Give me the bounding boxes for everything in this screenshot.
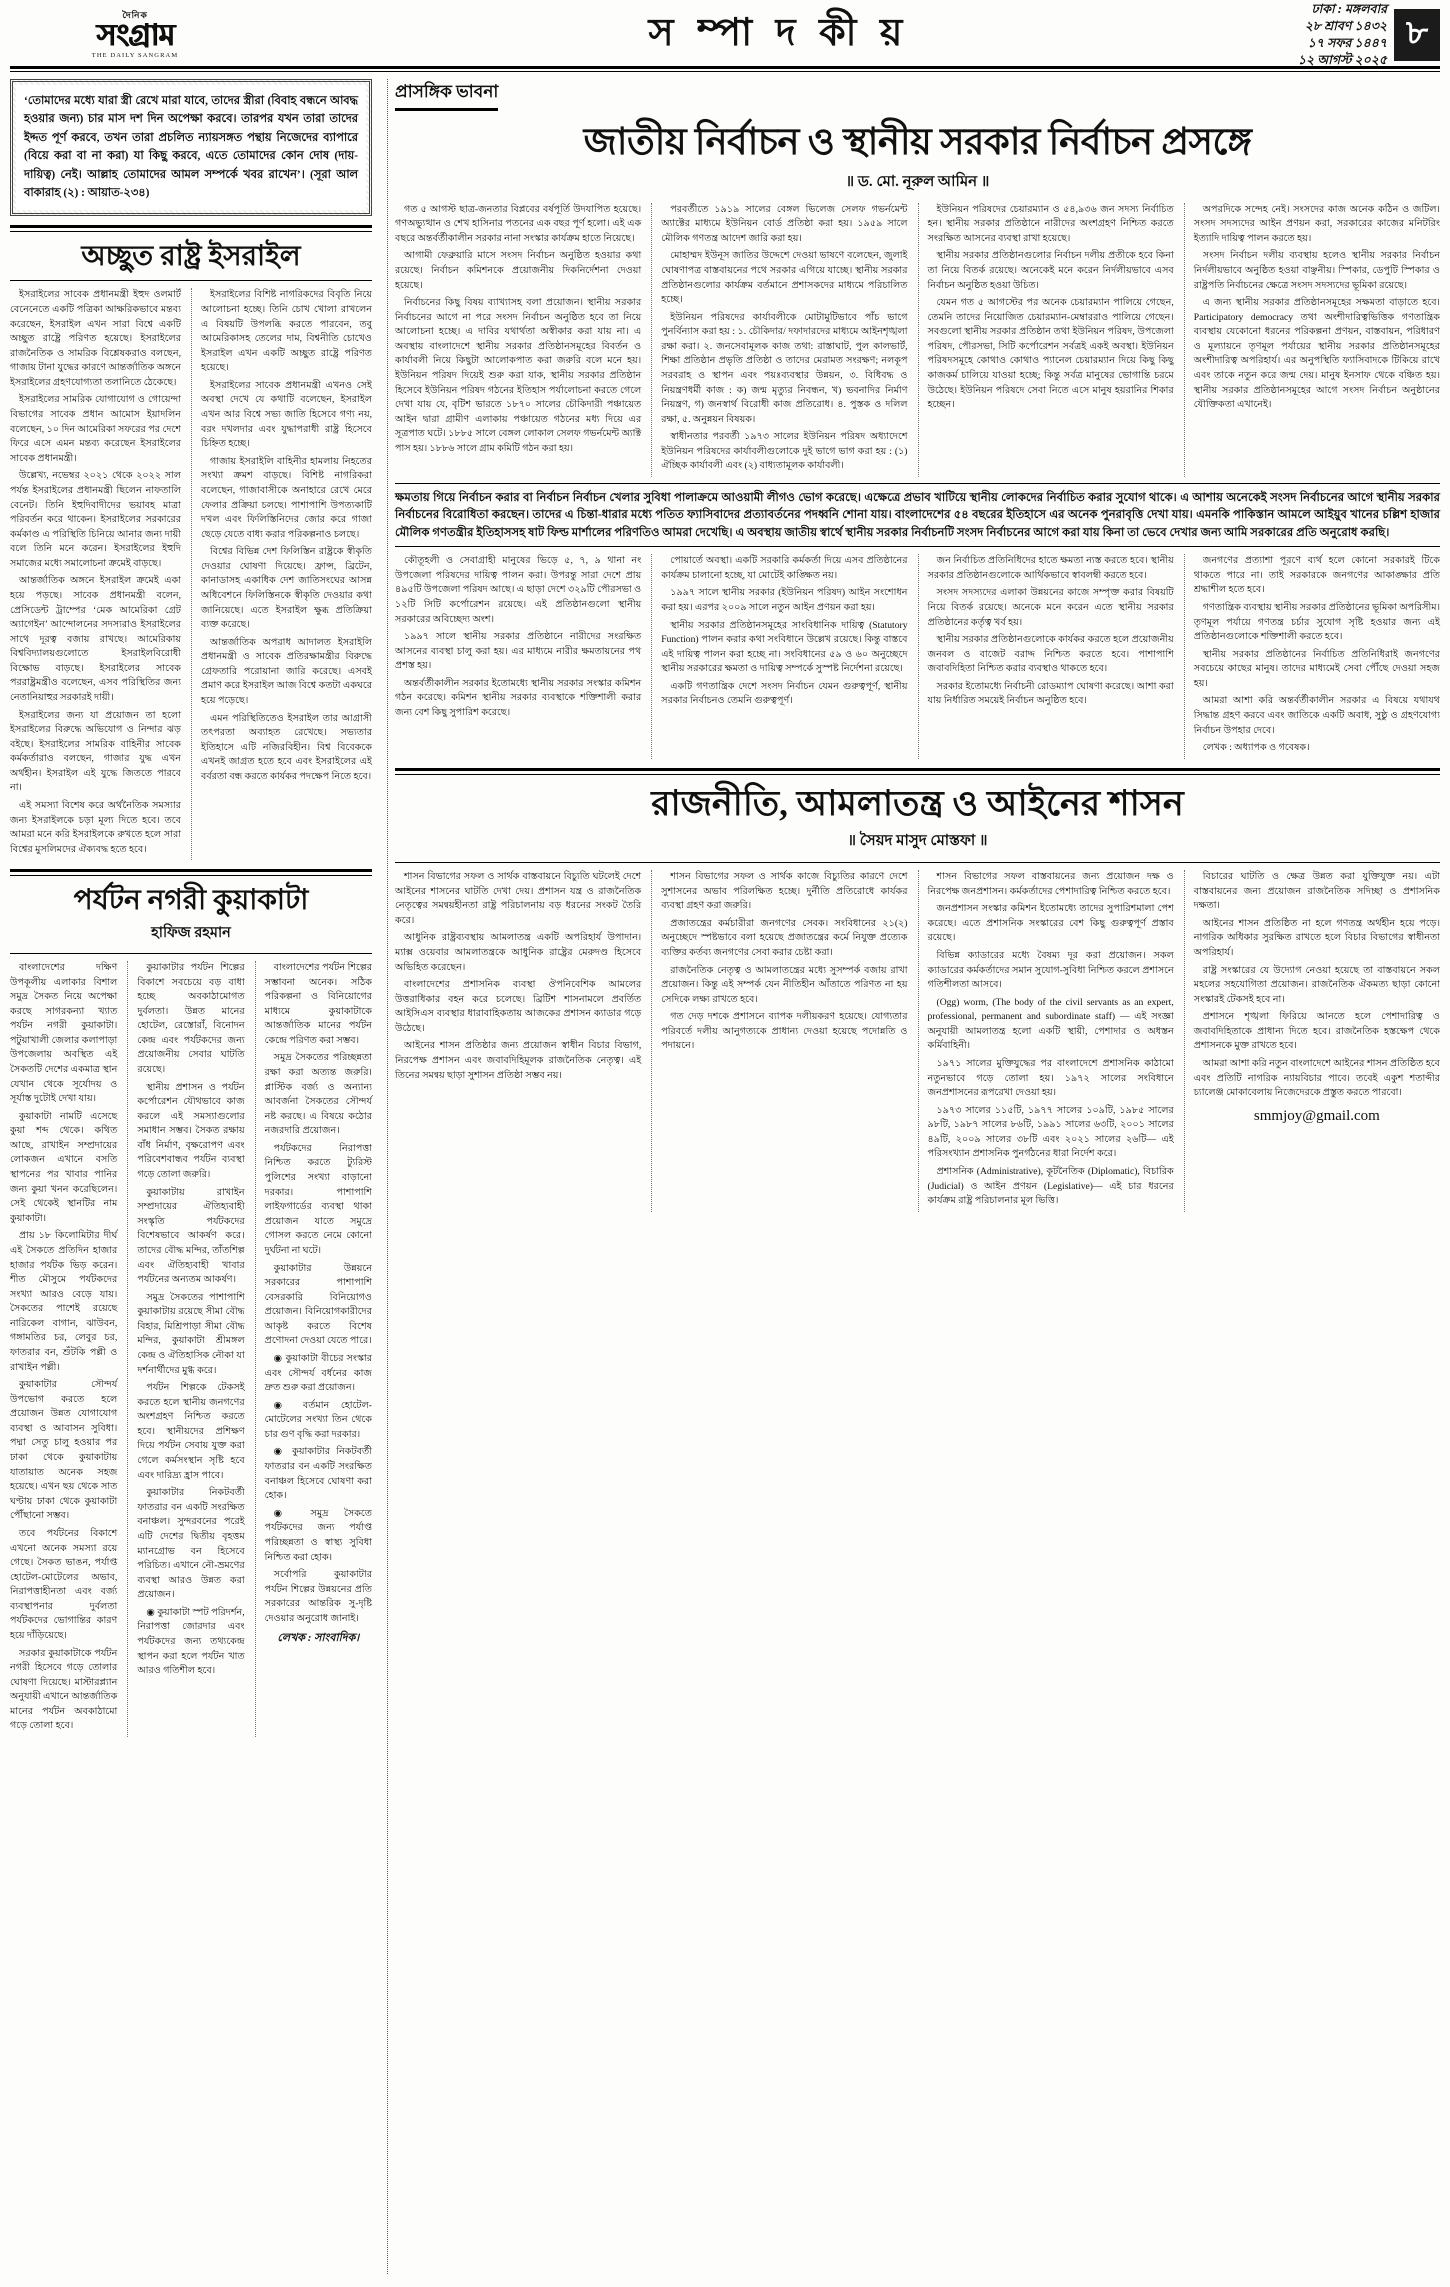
paragraph: যেমন গত ৫ আগস্টের পর অনেক চেয়ারম্যান পালিয়ে গেছেন, তেমনি তাদের নিয়োজিত চেয়ারম্যান-মেম্বাররাও পালিয়ে গেছেন। সবগুলো স্থানীয় সরকার প্রতিষ্ঠান তথা ইউনিয়ন পরিষদ, উপজেলা পরিষদ, পৌরসভা, সিটি কর্পোরেশন সর্বত্রই একই অবস্থা। ইউনিয়ন পরিষদসমূহে কোথাও কোথাও প্যানেল চেয়ারম্যান দিয়ে কিছু কিছু কাজকর্ম চালিয়ে যাওয়া হচ্ছে; কিন্তু সর্বত্র মানুষের ভোগান্তি চরমে উঠেছে। ইউনিয়ন পরিষদে সেবা নিতে এসে মানুষ হয়রানির শিকার হচ্ছেন। [927, 297, 1174, 411]
paragraph: ১৯৭১ সালের মুক্তিযুদ্ধের পর বাংলাদেশে প্রশাসনিক কাঠামো নতুনভাবে গড়ে তোলা হয়। ১৯৭২ সালের সংবিধানে জনপ্রশাসনের রূপরেখা দেওয়া হয়। [927, 1057, 1174, 1099]
election-pull-quote: ক্ষমতায় গিয়ে নির্বাচন করার বা নির্বাচন নির্বাচন খেলার সুবিধা পালাক্রমে আওয়ামী লীগও ভোগ করেছে। এক্ষেত্রে প্রভাব খাটিয়ে স্থানীয় লোকদের নির্বাচিত করার সুযোগ থাকে। এ আশায় অনেকেই সংসদ নির্বাচনের আগে স্থানীয় সরকার নির্বাচনের বিরোধিতা করছেন। তাদের এ চিন্তা-ধারার মধ্যে পতিত ফ্যাসিবাদের প্রত্যাবর্তনের পদধ্বনি শোনা যায়। বাংলাদেশের ৫৪ বছরের ইতিহাসে এর অনেক পুনরাবৃত্তি দেখা যায়। এমনকি পাকিস্তান আমলে আইয়ুব খানের চল্লিশ হাজার মৌলিক গণতন্ত্রীর ইতিহাসসহ ষাট ফিল্ড মার্শালের পরিণতিও আমরা দেখেছি। এ অবস্থায় জাতীয় স্বার্থে স্থানীয় সরকার নির্বাচনটি সংসদ নির্বাচনের আগে করা যায় কিনা তা ভেবে দেখার জন্য আমি সরকারের প্রতি অনুরোধ করছি। [395, 483, 1440, 547]
paragraph: উল্লেখ্য, নভেম্বর ২০২১ থেকে ২০২২ সাল পর্যন্ত ইসরাইলের প্রধানমন্ত্রী ছিলেন নাফতালি বেনেট। তিনি ইহুদিবাদীদের ভয়াবহ মাত্রা পরিবর্তন করে থাকেন। ইসরাইলের সরকারের কর্মকাণ্ড এ পরিস্থিতি চিনিয়ে আনার জন্য দায়ী বলে তিনি মনে করেন। ইসরাইলের ইহুদি সমাজের মধ্যে সমালোচনা ক্রমেই বাড়ছে। [10, 470, 181, 569]
paragraph: কুয়াকাটায় রাখাইন সম্প্রদায়ের ঐতিহ্যবাহী সংস্কৃতি পর্যটকদের বিশেষভাবে আকর্ষণ করে। তাদের বৌদ্ধ মন্দির, তাঁতশিল্প এবং ঐতিহ্যবাহী খাবার পর্যটনের অন্যতম আকর্ষণ। [137, 1186, 245, 1286]
israel-column-2 [191, 288, 372, 860]
election-bottom-column-4 [1184, 554, 1440, 759]
paragraph: স্থানীয় সরকার প্রতিষ্ঠানের নির্বাচিত প্রতিনিধিরাই জনগণের সবচেয়ে কাছের মানুষ। তাদের মাধ্যমেই সেবা পৌঁছে দেওয়া সহজ হয়। [1193, 648, 1440, 689]
paragraph: নির্বাচনের কিছু বিষয় ব্যাখ্যাসহ বলা প্রয়োজন। স্থানীয় সরকার নির্বাচনের আগে না পরে সংসদ নির্বাচন অনুষ্ঠিত হবে তা নিয়ে আলোচনা হচ্ছে। এ দাবির যথার্থতা অস্বীকার করা যায় না। এ অবস্থায় বাংলাদেশে স্থানীয় সরকার প্রতিষ্ঠানসমূহের বিবর্তন ও কার্যাবলী নিয়ে কিছুটা আলোকপাত করা জরুরি বলে মনে হয়। ইউনিয়ন পরিষদ দিয়েই শুরু করা যাক, স্থানীয় সরকার প্রতিষ্ঠান হিসেবে ইউনিয়ন পরিষদ গঠনের ইতিহাস পর্যালোচনা করতে গেলে দেখা যায় যে, বৃটিশ ভারতে ১৮৭০ সালের চৌকিদারী পঞ্চায়েত আইন দ্বারা গ্রামীণ এলাকায় পঞ্চায়েত গঠনের মধ্য দিয়ে এর সূত্রপাত ঘটে। ১৮৮৫ সালে বেঙ্গল লোকাল সেলফ গভর্নমেন্ট অ্যাক্ট পাস হয়। ১৮৮৬ সালে গ্রাম কমিটি গঠন করা হয়। [395, 297, 642, 454]
paragraph: বাংলাদেশের প্রশাসনিক ব্যবস্থা ঔপনিবেশিক আমলের উত্তরাধিকার বহন করে চলেছে। ব্রিটিশ শাসনামলে প্রবর্তিত আইসিএস ব্যবস্থার ধারাবাহিকতায় আজকের প্রশাসন ক্যাডার গড়ে উঠেছে। [395, 979, 642, 1034]
paragraph: মোহাম্মদ ইউনূস জাতির উদ্দেশে দেওয়া ভাষণে বলেছেন, জুলাই ঘোষণাপত্র বাস্তবায়নের পথে সরকার এগিয়ে যাচ্ছে। স্থানীয় সরকার প্রতিষ্ঠানগুলোর কার্যক্রম বর্তমানে প্রশাসকদের মাধ্যমে পরিচালিত হচ্ছে। [661, 250, 908, 306]
kuakata-byline: হাফিজ রহমান [151, 924, 231, 941]
israel-column-1 [10, 288, 181, 860]
newspaper-logo[interactable] [10, 4, 260, 66]
date-line-hijri: ১৭ সফর ১৪৪৭ [1307, 36, 1387, 50]
paragraph: অন্তর্বর্তীকালীন সরকার ইতোমধ্যে স্থানীয় সরকার সংস্কার কমিশন গঠন করেছে। কমিশন স্থানীয় সরকার ব্যবস্থাকে শক্তিশালী করার জন্য বেশ কিছু সুপারিশ করেছে। [395, 677, 642, 719]
kuakata-column-3 [255, 961, 372, 1737]
paragraph: ইসরাইলের সাবেক প্রধানমন্ত্রী এখনও সেই অবস্থা দেখে যে কথাটি বলেছেন, ইসরাইল এখন আর বিশ্বে সভ্য জাতি হিসেবে গণ্য নয়, বরং দখলদার এবং যুদ্ধাপরাধী রাষ্ট্র হিসেবে চিহ্নিত হচ্ছে। [201, 379, 372, 450]
paragraph: ইসরাইলের জন্য যা প্রয়োজন তা হলো ইসরাইলের বিরুদ্ধে অভিযোগ ও নিন্দার ঝড় বইছে। ইসরাইলের সামরিক বাহিনীর সাবেক কর্মকর্তারাও বলছেন, গাজার যুদ্ধ এখন অর্থহীন। ইসরাইল এই যুদ্ধে জিততে পারবে না। [10, 709, 181, 794]
paragraph: সরকার ইতোমধ্যে নির্বাচনী রোডম্যাপ ঘোষণা করেছে। আশা করা যায় নির্ধারিত সময়েই নির্বাচন অনুষ্ঠিত হবে। [927, 680, 1174, 707]
paragraph: ইসরাইলের বিশিষ্ট নাগরিকদের বিবৃতি নিয়ে আলোচনা হচ্ছে। তিনি চোখ খোলা রাখলেন এ বিষয়টি উপলব্ধি করতে পারবেন, তবু আমেরিকাসহ তেলের দাম, বিশ্বনীতি চোখেও ইসরাইল এখন একটি অচ্ছুত রাষ্ট্রে পরিণত হয়েছে। [201, 289, 372, 374]
paragraph: পর্যটকদের নিরাপত্তা নিশ্চিত করতে ট্যুরিস্ট পুলিশের সংখ্যা বাড়ানো দরকার। পাশাপাশি লাইফগার্ডের ব্যবস্থা থাকা প্রয়োজন যাতে সমুদ্রে গোসল করতে নেমে কোনো দুর্ঘটনা না ঘটে। [264, 1142, 372, 1256]
paragraph: শাসন বিভাগের সফল ও সার্থক বাস্তবায়নে বিচ্যুতি ঘটলেই দেশে আইনের শাসনের ঘাটতি দেখা দেয়। প্রশাসন যন্ত্র ও রাজনৈতিক নেতৃত্বের সমন্বয়হীনতা রাষ্ট্র পরিচালনায় বড় ধরনের সংকট তৈরি করে। [395, 871, 642, 926]
paragraph: অপরদিকে সন্দেহ নেই। সংসদের কাজ অনেক কঠিন ও জটিল। সংসদ সদস্যদের আইন প্রণয়ন করা, সরকারের কাজের মনিটরিং ইত্যাদি দায়িত্ব পালন করতে হয়। [1193, 203, 1440, 244]
paragraph: ◉ কুয়াকাটার নিকটবর্তী ফাতরার বন একটি সংরক্ষিত বনাঞ্চল হিসেবে ঘোষণা করা হোক। [264, 1446, 372, 1502]
divider-before-politics [395, 768, 1440, 775]
masthead [10, 0, 1440, 69]
election-article-headline[interactable]: জাতীয় নির্বাচন ও স্থানীয় সরকার নির্বাচন প্রসঙ্গে [583, 122, 1252, 163]
election-top-column-4 [1184, 203, 1440, 477]
paragraph-english-definition: (Ogg) worm, (The body of the civil servants as an expert, professional, permanent and subordinate staff) — এই সংজ্ঞা অনুযায়ী আমলাতন্ত্র হলো একটি স্থায়ী, পেশাদার ও অধস্তন কর্মিবাহিনী। [927, 996, 1174, 1052]
paragraph: একটি গণতান্ত্রিক দেশে সংসদ নির্বাচন যেমন গুরুত্বপূর্ণ, স্থানীয় সরকার নির্বাচনও তেমনি গুরুত্বপূর্ণ। [661, 680, 908, 707]
politics-headline-rule [395, 862, 1440, 863]
paragraph: পরবর্তীতে ১৯১৯ সালের বেঙ্গল ভিলেজ সেলফ গভর্নমেন্ট অ্যাক্টের মাধ্যমে ইউনিয়ন বোর্ড প্রতিষ্ঠা করা হয়। ১৯৫৯ সালে মৌলিক গণতন্ত্র আদেশ জারি করা হয়। [661, 203, 908, 244]
paragraph: এই সমস্যা বিশেষ করে অর্থনৈতিক সমস্যার জন্য ইসরাইলকে চড়া মূল্য দিতে হবে। তবে আমরা মনে করি ইসরাইলকে রুখতে হলে সারা বিশ্বের মুসলিমদের ঐক্যবদ্ধ হতে হবে। [10, 800, 181, 855]
politics-article-headline[interactable]: রাজনীতি, আমলাতন্ত্র ও আইনের শাসন [651, 783, 1184, 823]
paragraph: কুয়াকাটার নিকটবর্তী ফাতরার বন একটি সংরক্ষিত বনাঞ্চল। সুন্দরবনের পরেই এটি দেশের দ্বিতীয় বৃহত্তম ম্যানগ্রোভ বন হিসেবে পরিচিত। এখানে নৌ-ভ্রমণের ব্যবস্থা আরও উন্নত করা প্রয়োজন। [137, 1487, 245, 1601]
paragraph: ১৯৯৭ সালে স্থানীয় সরকার (ইউনিয়ন পরিষদ) আইন সংশোধন করা হয়। এরপর ২০০৯ সালে নতুন আইন প্রণয়ন করা হয়। [661, 587, 908, 613]
politics-article-columns [395, 870, 1440, 1212]
paragraph: বিচারের ঘাটতি ও ক্ষেত্র উন্নত করা যুক্তিযুক্ত নয়। এটা বাস্তবায়নের জন্য প্রয়োজন রাজনৈতিক সদিচ্ছা ও প্রশাসনিক দক্ষতা। [1193, 871, 1440, 912]
paragraph: শাসন বিভাগের সফল বাস্তবায়নের জন্য প্রয়োজন দক্ষ ও নিরপেক্ষ জনপ্রশাসন। কর্মকর্তাদের পেশাদারিত্ব নিশ্চিত করতে হবে। [927, 871, 1174, 897]
paragraph: স্থানীয় প্রশাসন ও পর্যটন কর্পোরেশন যৌথভাবে কাজ করলে এই সমস্যাগুলোর সমাধান সম্ভব। সৈকত রক্ষায় বাঁধ নির্মাণ, বৃক্ষরোপণ এবং পরিবেশবান্ধব পর্যটন ব্যবস্থা গড়ে তোলা জরুরি। [137, 1081, 245, 1181]
kuakata-signature: লেখক : সাংবাদিক। [277, 1632, 360, 1645]
paragraph: বিভিন্ন ক্যাডারের মধ্যে বৈষম্য দূর করা প্রয়োজন। সকল ক্যাডারের কর্মকর্তাদের সমান সুযোগ-সুবিধা নিশ্চিত করলে প্রশাসনে গতিশীলতা আসবে। [927, 949, 1174, 991]
election-bottom-column-3 [918, 554, 1174, 759]
paragraph: কুয়াকাটার পর্যটন শিল্পের বিকাশে সবচেয়ে বড় বাধা হচ্ছে অবকাঠামোগত দুর্বলতা। উন্নত মানের হোটেল, রেস্তোরাঁ, বিনোদন কেন্দ্র এবং পর্যটকদের জন্য প্রয়োজনীয় সেবার ঘাটতি রয়েছে। [137, 961, 245, 1076]
paragraph: লেখক : অধ্যাপক ও গবেষক। [1202, 742, 1310, 754]
paragraph: সরকার কুয়াকাটাকে পর্যটন নগরী হিসেবে গড়ে তোলার ঘোষণা দিয়েছে। মাস্টারপ্ল্যান অনুযায়ী এখানে আন্তর্জাতিক মানের পর্যটন অবকাঠামো গড়ে তোলা হবে। [10, 1647, 118, 1732]
paragraph: স্বাধীনতার পরবর্তী ১৯৭৩ সালের ইউনিয়ন পরিষদ অধ্যাদেশে ইউনিয়ন পরিষদের কার্যাবলীগুলোকে দুই ভাগে ভাগ করা হয় : (১) ঐচ্ছিক কার্যাবলী এবং (২) বাধ্যতামূলক কার্যাবলী। [661, 431, 908, 472]
paragraph: বাংলাদেশের দক্ষিণ উপকূলীয় এলাকার বিশাল সমুদ্র সৈকত নিয়ে অপেক্ষা করছে সাগরকন্যা খ্যাত পর্যটন নগরী কুয়াকাটা। পটুয়াখালী জেলার কলাপাড়া উপজেলায় অবস্থিত এই সৈকতটি দেশের একমাত্র স্থান যেখান থেকে সূর্যোদয় ও সূর্যাস্ত দুটোই দেখা যায়। [10, 961, 118, 1105]
paragraph: পোয়ার্তে অবস্থা। একটি সরকারি কর্মকর্তা দিয়ে এসব প্রতিষ্ঠানের কার্যক্রম চালানো হচ্ছে, যা মোটেই কাঙ্ক্ষিত নয়। [661, 555, 908, 581]
quran-verse-inner [16, 85, 366, 210]
paragraph: গাজায় ইসরাইলি বাহিনীর হামলায় নিহতের সংখ্যা ক্রমশ বাড়ছে। বিশিষ্ট নাগরিকরা বলেছেন, গাজাবাসীকে অনাহারে রেখে মেরে ফেলার প্রক্রিয়া চলছে। পাশাপাশি উপত্যকাটি দখল এবং ফিলিস্তিনিদের জোর করে গাজা ছেড়ে যেতে বাধ্য করার পরিকল্পনাও চলছে। [201, 455, 372, 540]
pane-divider [387, 79, 388, 2274]
left-pane [10, 79, 380, 2274]
right-pane [395, 79, 1440, 2274]
paragraph: রাজনৈতিক নেতৃত্ব ও আমলাতন্ত্রের মধ্যে সুসম্পর্ক বজায় রাখা প্রয়োজন। কিন্তু এই সম্পর্ক যেন নীতিহীন আঁতাতে পরিণত না হয় সেদিকে লক্ষ্য রাখতে হবে। [661, 964, 908, 1005]
quran-verse-text: ‘তোমাদের মধ্যে যারা স্ত্রী রেখে মারা যাবে, তাদের স্ত্রীরা (বিবাহ বন্ধনে আবদ্ধ হওয়ার জন্য) চার মাস দশ দিন অপেক্ষা করবে। তারপর যখন তারা তাদের ইদ্দত পূর্ণ করবে, তখন তারা প্রচলিত ন্যায়সঙ্গত পন্থায় নিজেদের ব্যাপারে (বিয়ে করা বা না করা) যা কিছু করবে, এতে তোমাদের কোন দোষ (দায়-দায়িত্ব) নেই। আল্লাহ তোমাদের আমল সম্পর্কে খবর রাখেন’। (সূরা আল বাকারাহ (২) : আয়াত-২৩৪) [24, 95, 358, 200]
paragraph: সমুদ্র সৈকতের পরিচ্ছন্নতা রক্ষা করা অত্যন্ত জরুরি। প্লাস্টিক বর্জ্য ও অন্যান্য আবর্জনা সৈকতের সৌন্দর্য নষ্ট করছে। এ বিষয়ে কঠোর নজরদারি প্রয়োজন। [264, 1052, 372, 1137]
paragraph: স্থানীয় সরকার প্রতিষ্ঠানসমূহের সাংবিধানিক দায়িত্ব (Statutory Function) পালন করার কথা সংবিধানে উল্লেখ রয়েছে। কিন্তু বাস্তবে এই দায়িত্ব পালন করা হচ্ছে না। সংবিধানের ৫৯ ও ৬০ অনুচ্ছেদে স্থানীয় সরকারের ক্ষমতা ও দায়িত্ব সম্পর্কে সুস্পষ্ট নির্দেশনা রয়েছে। [661, 619, 908, 675]
date-lines [1298, 1, 1387, 69]
israel-headline-rule [10, 280, 372, 281]
paragraph: সংসদ সদস্যদের এলাকা উন্নয়নের কাজে সম্পৃক্ত করার বিষয়টি নিয়ে বিতর্ক রয়েছে। অনেকে মনে করেন এতে স্থানীয় সরকার প্রতিষ্ঠানের কর্তৃত্ব খর্ব হয়। [927, 587, 1174, 628]
kuakata-headline-rule [10, 953, 372, 954]
paragraph: ◉ সমুদ্র সৈকতে পর্যটকদের জন্য পর্যাপ্ত পরিচ্ছন্নতা ও স্বাস্থ্য সুবিধা নিশ্চিত করা হোক। [264, 1507, 372, 1563]
paragraph: জনগণের প্রত্যাশা পূরণে ব্যর্থ হলে কোনো সরকারই টিকে থাকতে পারে না। তাই সরকারকে জনগণের আকাঙ্ক্ষার প্রতি শ্রদ্ধাশীল হতে হবে। [1193, 555, 1440, 596]
election-columns-bottom [395, 554, 1440, 759]
paragraph: বিশ্বের বিভিন্ন দেশ ফিলিস্তিন রাষ্ট্রকে স্বীকৃতি দেওয়ার ঘোষণা দিয়েছে। ফ্রান্স, ব্রিটেন, কানাডাসহ একাধিক দেশ জাতিসংঘের আসন্ন অধিবেশনে ফিলিস্তিনকে স্বীকৃতি দেওয়ার কথা জানিয়েছে। এতে ইসরাইল ক্ষুব্ধ প্রতিক্রিয়া ব্যক্ত করেছে। [201, 546, 372, 631]
paragraph: ১৯৯৭ সালে স্থানীয় সরকার প্রতিষ্ঠানে নারীদের সংরক্ষিত আসনের ব্যবস্থা চালু করা হয়। এর মাধ্যমে নারীর ক্ষমতায়নের পথ প্রশস্ত হয়। [395, 631, 642, 672]
kuakata-column-1 [10, 961, 117, 1737]
politics-column-3 [918, 870, 1174, 1212]
paragraph: আন্তর্জাতিক অপরাধ আদালত ইসরাইলি প্রধানমন্ত্রী ও সাবেক প্রতিরক্ষামন্ত্রীর বিরুদ্ধে গ্রেফতারি পরোয়ানা জারি করেছে। এসবই প্রমাণ করে ইসরাইল আজ বিশ্বে কতটা একঘরে হয়ে পড়েছে। [201, 636, 373, 707]
paragraph: সর্বোপরি কুয়াকাটার পর্যটন শিল্পের উন্নয়নের প্রতি সরকারের আন্তরিক সু-দৃষ্টি দেওয়ার অনুরোধ জানাই। [264, 1569, 372, 1624]
paragraph: জনপ্রশাসন সংস্কার কমিশন ইতোমধ্যে তাদের সুপারিশমালা পেশ করেছে। এতে প্রশাসনিক সংস্কারের বেশ কিছু গুরুত্বপূর্ণ প্রস্তাব রয়েছে। [927, 903, 1174, 944]
election-top-column-2 [651, 203, 907, 477]
logo-kicker: দৈনিক [122, 9, 148, 20]
quran-verse-box [10, 79, 372, 216]
paragraph: আন্তর্জাতিক অঙ্গনে ইসরাইল ক্রমেই একা হয়ে পড়ছে। সাবেক প্রধানমন্ত্রী বলেন, প্রেসিডেন্ট ট্রাম্পের ‘মেক আমেরিকা গ্রেট অ্যাগেইন’ আন্দোলনের সদস্যরাও ইসরাইলের সাথে দূরত্ব বজায় রাখছে। আমেরিকায় বিশ্ববিদ্যালয়গুলোতে ইসরাইলবিরোধী বিক্ষোভ বাড়ছে। ইসরাইলের সাবেক পররাষ্ট্রমন্ত্রীও বলেছেন, এসব পরিস্থিতির জন্য নেতানিয়াহুর সরকারই দায়ী। [10, 575, 181, 704]
paragraph: সংসদ নির্বাচন দলীয় ব্যবস্থায় হলেও স্থানীয় সরকার নির্বাচন নির্দলীয়ভাবে অনুষ্ঠিত হওয়া বাঞ্ছনীয়। স্পিকার, ডেপুটি স্পিকার ও রাষ্ট্রপতি নির্বাচনের ক্ষেত্রে সংসদ সদস্যদের ভূমিকা রয়েছে। [1193, 250, 1440, 291]
paragraph: আইনের শাসন প্রতিষ্ঠিত না হলে গণতন্ত্র অর্থহীন হয়ে পড়ে। নাগরিক অধিকার সুরক্ষিত রাখতে হলে বিচার বিভাগের স্বাধীনতা অপরিহার্য। [1193, 917, 1440, 958]
paragraph: এ জন্য স্থানীয় সরকার প্রতিষ্ঠানসমূহের সক্ষমতা বাড়াতে হবে। Participatory democracy তথা অংশীদারিত্বভিত্তিক গণতান্ত্রিক ব্যবস্থায় যেকোনো ধরনের পরিকল্পনা প্রণয়ন, বাস্তবায়ন, পরিধারণ ও মূল্যায়নে তৃণমূল পর্যায়ের স্থানীয় সরকার প্রতিষ্ঠানসমূহের অংশীদারিত্ব অপরিহার্য। এর অনুপস্থিতি ফ্যাসিবাদকে টিকিয়ে রাখে এবং তাকে নতুন করে জন্ম দেয়। মানুষ ইনসাফ থেকে বঞ্চিত হয়। স্থানীয় সরকার প্রতিষ্ঠানসমূহের আগে সংসদ নির্বাচন অনুষ্ঠানের যৌক্তিকতা এখানেই। [1193, 297, 1440, 411]
paragraph: ◉ কুয়াকাটা বীচের সংস্কার এবং সৌন্দর্য বর্ধনের কাজ দ্রুত শুরু করা প্রয়োজন। [264, 1353, 372, 1394]
paragraph: রাষ্ট্র সংস্কারের যে উদ্যোগ নেওয়া হয়েছে তা বাস্তবায়নে সকল মহলের সহযোগিতা প্রয়োজন। রাজনৈতিক ঐকমত্য ছাড়া কোনো সংস্কারই টেকসই হবে না। [1193, 964, 1440, 1005]
election-top-column-3 [918, 203, 1174, 477]
paragraph: প্রশাসনিক (Administrative), কূটনৈতিক (Diplomatic), বিচারিক (Judicial) ও আইন প্রণয়ন (Legislative)— এই চার ধরনের কার্যক্রম রাষ্ট্র পরিচালনার মূল ভিত্তি। [927, 1166, 1174, 1207]
election-article-kicker: প্রাসঙ্গিক ভাবনা [395, 79, 498, 111]
paragraph: কুয়াকাটার সৌন্দর্য উপভোগ করতে হলে প্রয়োজন উন্নত যোগাযোগ ব্যবস্থা ও আবাসন সুবিধা। পদ্মা সেতু চালু হওয়ার পর ঢাকা থেকে কুয়াকাটায় যাতায়াত অনেক সহজ হয়েছে। এখন ছয় থেকে সাত ঘণ্টায় ঢাকা থেকে কুয়াকাটা পৌঁছানো সম্ভব। [10, 1379, 118, 1522]
paragraph: আগামী ফেব্রুয়ারি মাসে সংসদ নির্বাচন অনুষ্ঠিত হওয়ার কথা রয়েছে। নির্বাচন কমিশনকে প্রয়োজনীয় দিকনির্দেশনা দেওয়া হয়েছে। [395, 250, 642, 291]
paragraph: ◉ কুয়াকাটা স্পট পরিদর্শন, নিরাপত্তা জোরদার এবং পর্যটকদের জন্য তথ্যকেন্দ্র স্থাপন করা হলে পর্যটন খাত আরও গতিশীল হবে। [137, 1606, 245, 1677]
paragraph: সমুদ্র সৈকতের পাশাপাশি কুয়াকাটায় রয়েছে সীমা বৌদ্ধ বিহার, মিশ্রিপাড়া সীমা বৌদ্ধ মন্দির, কুয়াকাটা শ্রীমঙ্গল কেন্দ্র ও ঐতিহাসিক নৌকা যা দর্শনার্থীদের মুগ্ধ করে। [137, 1291, 245, 1376]
paragraph: বাংলাদেশের পর্যটন শিল্পের সম্ভাবনা অনেক। সঠিক পরিকল্পনা ও বিনিয়োগের মাধ্যমে কুয়াকাটাকে আন্তর্জাতিক মানের পর্যটন কেন্দ্রে পরিণত করা সম্ভব। [264, 961, 372, 1046]
date-line-bangla: ২৮ শ্রাবণ ১৪৩২ [1304, 19, 1387, 34]
paragraph: ◉ বর্তমান হোটেল-মোটেলের সংখ্যা তিন থেকে চার গুণ বৃদ্ধি করা দরকার। [264, 1399, 372, 1440]
page-title: স ম্পা দ কী য় [648, 12, 910, 54]
paragraph: গণতান্ত্রিক ব্যবস্থায় স্থানীয় সরকার প্রতিষ্ঠানের ভূমিকা অপরিসীম। তৃণমূল পর্যায়ে গণতন্ত্র চর্চার সুযোগ সৃষ্টি হওয়ার জন্য এই প্রতিষ্ঠানগুলোকে শক্তিশালী করতে হবে। [1193, 601, 1440, 643]
paragraph: কুয়াকাটা নামটি এসেছে কুয়া শব্দ থেকে। কথিত আছে, রাখাইন সম্প্রদায়ের লোকজন এখানে বসতি স্থাপনের পর খাবার পানির জন্য কুয়া খনন করেছিলেন। সেই থেকেই স্থানটির নাম কুয়াকাটা। [10, 1110, 118, 1224]
paragraph: কুয়াকাটার উন্নয়নে সরকারের পাশাপাশি বেসরকারি বিনিয়োগও প্রয়োজন। বিনিয়োগকারীদের আকৃষ্ট করতে বিশেষ প্রণোদনা দেওয়া যেতে পারে। [264, 1262, 372, 1347]
paragraph: আমরা আশা করি অন্তর্বর্তীকালীন সরকার এ বিষয়ে যথাযথ সিদ্ধান্ত গ্রহণ করবে এবং জাতিকে একটি অবাধ, সুষ্ঠু ও গ্রহণযোগ্য নির্বাচন উপহার দেবে। [1193, 695, 1440, 736]
paragraph: পর্যটন শিল্পকে টেকসই করতে হলে স্থানীয় জনগণের অংশগ্রহণ নিশ্চিত করতে হবে। স্থানীয়দের প্রশিক্ষণ দিয়ে পর্যটন সেবায় যুক্ত করা গেলে কর্মসংস্থান সৃষ্টি হবে এবং দারিদ্র্য হ্রাস পাবে। [137, 1382, 245, 1481]
paragraph: স্থানীয় সরকার প্রতিষ্ঠানগুলোর নির্বাচন দলীয় প্রতীকে হবে কিনা তা নিয়ে বিতর্ক রয়েছে। অনেকেই মনে করেন নির্দলীয়ভাবে এসব নির্বাচন অনুষ্ঠিত হওয়া উচিত। [927, 250, 1174, 291]
election-bottom-column-2 [651, 554, 907, 759]
paragraph: ইসরাইলের সামরিক যোগাযোগ ও গোয়েন্দা বিভাগের সাবেক প্রধান আমোস ইয়াদলিন বলেছেন, ১০ দিন আমেরিকা সফরের পর দেশে ফিরে এসে এমন মন্তব্য করেছেন ইসরাইলের সাবেক প্রধানমন্ত্রী। [10, 394, 181, 464]
paragraph: জন নির্বাচিত প্রতিনিধিদের হাতে ক্ষমতা ন্যস্ত করতে হবে। স্থানীয় সরকার প্রতিষ্ঠানগুলোকে আর্থিকভাবে স্বাবলম্বী করতে হবে। [927, 555, 1174, 581]
paragraph: ইউনিয়ন পরিষদের চেয়ারম্যান ও ৫৪,৯৩৬ জন সদস্য নির্বাচিত হন। স্থানীয় সরকার প্রতিষ্ঠানে নারীদের অংশগ্রহণ নিশ্চিত করতে সংরক্ষিত আসনের ব্যবস্থা রাখা হয়েছে। [927, 203, 1174, 244]
divider-before-kuakata [10, 869, 372, 876]
paragraph: আইনের শাসন প্রতিষ্ঠার জন্য প্রয়োজন স্বাধীন বিচার বিভাগ, নিরপেক্ষ প্রশাসন এবং জবাবদিহিমূলক রাজনৈতিক নেতৃত্ব। এই তিনের সমন্বয় ছাড়া সুশাসন প্রতিষ্ঠা সম্ভব নয়। [395, 1040, 642, 1081]
paragraph: ইউনিয়ন পরিষদের কার্যাবলীকে মোটামুটিভাবে পাঁচ ভাগে পুনর্বিন্যাস করা হয় : ১. চৌকিদার/ দফাদারদের মাধ্যমে আইনশৃঙ্খলা রক্ষা করা। ২. জনসেবামূলক কাজ তথা: রাস্তাঘাট, পুল কালভার্ট, শিক্ষা প্রতিষ্ঠান প্রভৃতি প্রতিষ্ঠা ও তাদের মেরামত সংরক্ষণ; নলকূপ সরবরাহ ও স্থাপন এবং পয়ঃব্যবস্থার উন্নয়ন, ৩. বিধিবদ্ধ ও নিয়ন্ত্রণধর্মী কাজ : ক) জন্ম মৃত্যুর নিবন্ধন, খ) ভবনাদির নির্মাণ নিয়ন্ত্রণ, গ) জনস্বার্থ বিরোধী কাজ প্রতিরোধ। ৪. পুস্তক ও দলিল রক্ষা, ৫. অনুন্নয়ন বিষয়ক। [661, 311, 908, 425]
paragraph: কৌতূহলী ও সেবাগ্রাহী মানুষের ভিড়ে ৫, ৭, ৯ থানা নং উপজেলা পরিষদের দায়িত্ব পালন করা। উপরন্তু সারা দেশে প্রায় ৪৯৫টি উপজেলা পরিষদ আছে। এ ছাড়া দেশে ৩২৯টি পৌরসভা ও ১২টি সিটি কর্পোরেশন রয়েছে। এই প্রতিষ্ঠানগুলো স্থানীয় সরকারের অবিচ্ছেদ্য অংশ। [395, 555, 642, 625]
politics-column-2 [651, 870, 907, 1212]
election-article-byline: ॥ ড. মো. নূরুল আমিন ॥ [845, 173, 990, 190]
election-bottom-column-1 [395, 554, 641, 759]
election-columns-top [395, 203, 1440, 477]
paragraph: তবে পর্যটনের বিকাশে এখনো অনেক সমস্যা রয়ে গেছে। সৈকত ভাঙন, পর্যাপ্ত হোটেল-মোটেলের অভাব, নিরাপত্তাহীনতা এবং বর্জ্য ব্যবস্থাপনার দুর্বলতা পর্যটকদের ভোগান্তির কারণ হয়ে দাঁড়িয়েছে। [10, 1527, 118, 1641]
masthead-rule [10, 71, 1440, 72]
kuakata-article-columns [10, 961, 372, 1737]
paragraph: স্থানীয় সরকার প্রতিষ্ঠানগুলোকে কার্যকর করতে হলে প্রয়োজনীয় জনবল ও বাজেট বরাদ্দ নিশ্চিত করতে হবে। পাশাপাশি জবাবদিহিতা নিশ্চিত করার ব্যবস্থাও থাকতে হবে। [927, 634, 1174, 675]
divider-after-quran [10, 225, 372, 232]
date-line-gregorian: ১২ আগস্ট ২০২৫ [1297, 52, 1387, 67]
paragraph: গত ৫ আগস্ট ছাত্র-জনতার বিপ্লবের বর্ষপূর্তি উদযাপিত হয়েছে। গণঅভ্যুত্থান ও শেখ হাসিনার পতনের এক বছর পূর্ণ হলো। এই এক বছরে অন্তর্বর্তীকালীন সরকার নানা সংস্কার কার্যক্রম হাতে নিয়েছে। [395, 203, 642, 244]
politics-author-email[interactable]: smmjoy@gmail.com [1253, 1107, 1380, 1124]
paragraph: আধুনিক রাষ্ট্রব্যবস্থায় আমলাতন্ত্র একটি অপরিহার্য উপাদান। ম্যাক্স ওয়েবার আমলাতন্ত্রকে আধুনিক রাষ্ট্রের মেরুদণ্ড হিসেবে অভিহিত করেছেন। [395, 932, 642, 973]
israel-article-columns [10, 288, 372, 860]
date-block [1298, 4, 1440, 66]
election-top-column-1 [395, 203, 641, 477]
paragraph: প্রজাতন্ত্রের কর্মচারীরা জনগণের সেবক। সংবিধানের ২১(২) অনুচ্ছেদে স্পষ্টভাবে বলা হয়েছে প্রজাতন্ত্রের কর্মে নিযুক্ত প্রত্যেক ব্যক্তির কর্তব্য জনগণের সেবা করার চেষ্টা করা। [661, 917, 908, 958]
page-body [10, 79, 1440, 2274]
paragraph: শাসন বিভাগের সফল ও সার্থক কাজে বিচ্যুতির কারণে দেশে সুশাসনের অভাব পরিলক্ষিত হচ্ছে। দুর্নীতি প্রতিরোধে কার্যকর ব্যবস্থা গ্রহণ করা জরুরি। [661, 871, 908, 912]
paragraph: গত দেড় দশকে প্রশাসনে ব্যাপক দলীয়করণ হয়েছে। যোগ্যতার পরিবর্তে দলীয় আনুগত্যকে প্রাধান্য দেওয়া হয়েছে পদোন্নতি ও পদায়নে। [661, 1011, 908, 1052]
paragraph: প্রশাসনে শৃঙ্খলা ফিরিয়ে আনতে হলে পেশাদারিত্ব ও জবাবদিহিতাকে প্রাধান্য দিতে হবে। রাজনৈতিক হস্তক্ষেপ থেকে প্রশাসনকে মুক্ত রাখতে হবে। [1193, 1011, 1440, 1052]
date-line-city-day: ঢাকা : মঙ্গলবার [1311, 2, 1387, 17]
paragraph: আমরা আশা করি নতুন বাংলাদেশে আইনের শাসন প্রতিষ্ঠিত হবে এবং প্রতিটি নাগরিক ন্যায়বিচার পাবে। তবেই একুশ শতাব্দীর চ্যালেঞ্জ মোকাবেলায় নিজেদেরকে প্রস্তুত করতে পারবো। [1193, 1057, 1440, 1099]
paragraph: ইসরাইলের সাবেক প্রধানমন্ত্রী ইহুদ ওলমার্ট বেনেনেতে একটি পত্রিকা আক্ষরিকভাবে মন্তব্য করেছেন, ইসরাইল এখন সারা বিশ্বে একটি অচ্ছুত রাষ্ট্রে পরিণত হয়েছে। ইসরাইলের রাজনৈতিক ও সামরিক বিশ্লেষকরাও বলছেন, গাজায় টানা যুদ্ধের কারণে আন্তর্জাতিক অঙ্গনে ইসরাইলের গ্রহণযোগ্যতা তলানিতে ঠেকেছে। [10, 289, 181, 388]
politics-column-4 [1184, 870, 1440, 1212]
politics-article-byline: ॥ সৈয়দ মাসুদ মোস্তফা ॥ [847, 833, 988, 850]
paragraph: প্রায় ১৮ কিলোমিটার দীর্ঘ এই সৈকতে প্রতিদিন হাজার হাজার পর্যটক ভিড় করেন। শীত মৌসুমে পর্যটকদের সংখ্যা আরও বেড়ে যায়। সৈকতের পাশেই রয়েছে নারিকেল বাগান, ঝাউবন, গঙ্গামতির চর, লেবুর চর, ফাতরার বন, শুঁটকি পল্লী ও রাখাইন পল্লী। [10, 1230, 118, 1373]
page-number-badge: ৮ [1394, 9, 1440, 61]
logo-english-name: THE DAILY SANGRAM [91, 52, 179, 60]
logo-name: সংগ্রাম [96, 18, 174, 52]
israel-article-headline[interactable]: অচ্ছুত রাষ্ট্র ইসরাইল [81, 240, 301, 272]
politics-column-1 [395, 870, 641, 1212]
paragraph: ১৯৭৩ সালের ১১৫টি, ১৯৭৭ সালের ১০৯টি, ১৯৮৫ সালের ৯৮টি, ১৯৮৭ সালের ৮৬টি, ১৯৯১ সালের ৬৩টি, ২০০১ সালের ৪৯টি, ২০০৯ সালের ৩৮টি এবং ২০২১ সালের ২৬টি— এই পরিসংখ্যান প্রশাসনিক পুনর্গঠনের ধারা নির্দেশ করে। [927, 1104, 1174, 1160]
kuakata-column-2 [127, 961, 244, 1737]
paragraph: এমন পরিস্থিতিতেও ইসরাইল তার আগ্রাসী তৎপরতা অব্যাহত রেখেছে। সভ্যতার ইতিহাসে এটি নজিরবিহীন। বিশ্ব বিবেককে এখনই জাগ্রত হতে হবে এবং ইসরাইলের এই বর্বরতা বন্ধ করতে কার্যকর পদক্ষেপ নিতে হবে। [201, 712, 372, 782]
kuakata-article-headline[interactable]: পর্যটন নগরী কুয়াকাটা [73, 885, 309, 917]
